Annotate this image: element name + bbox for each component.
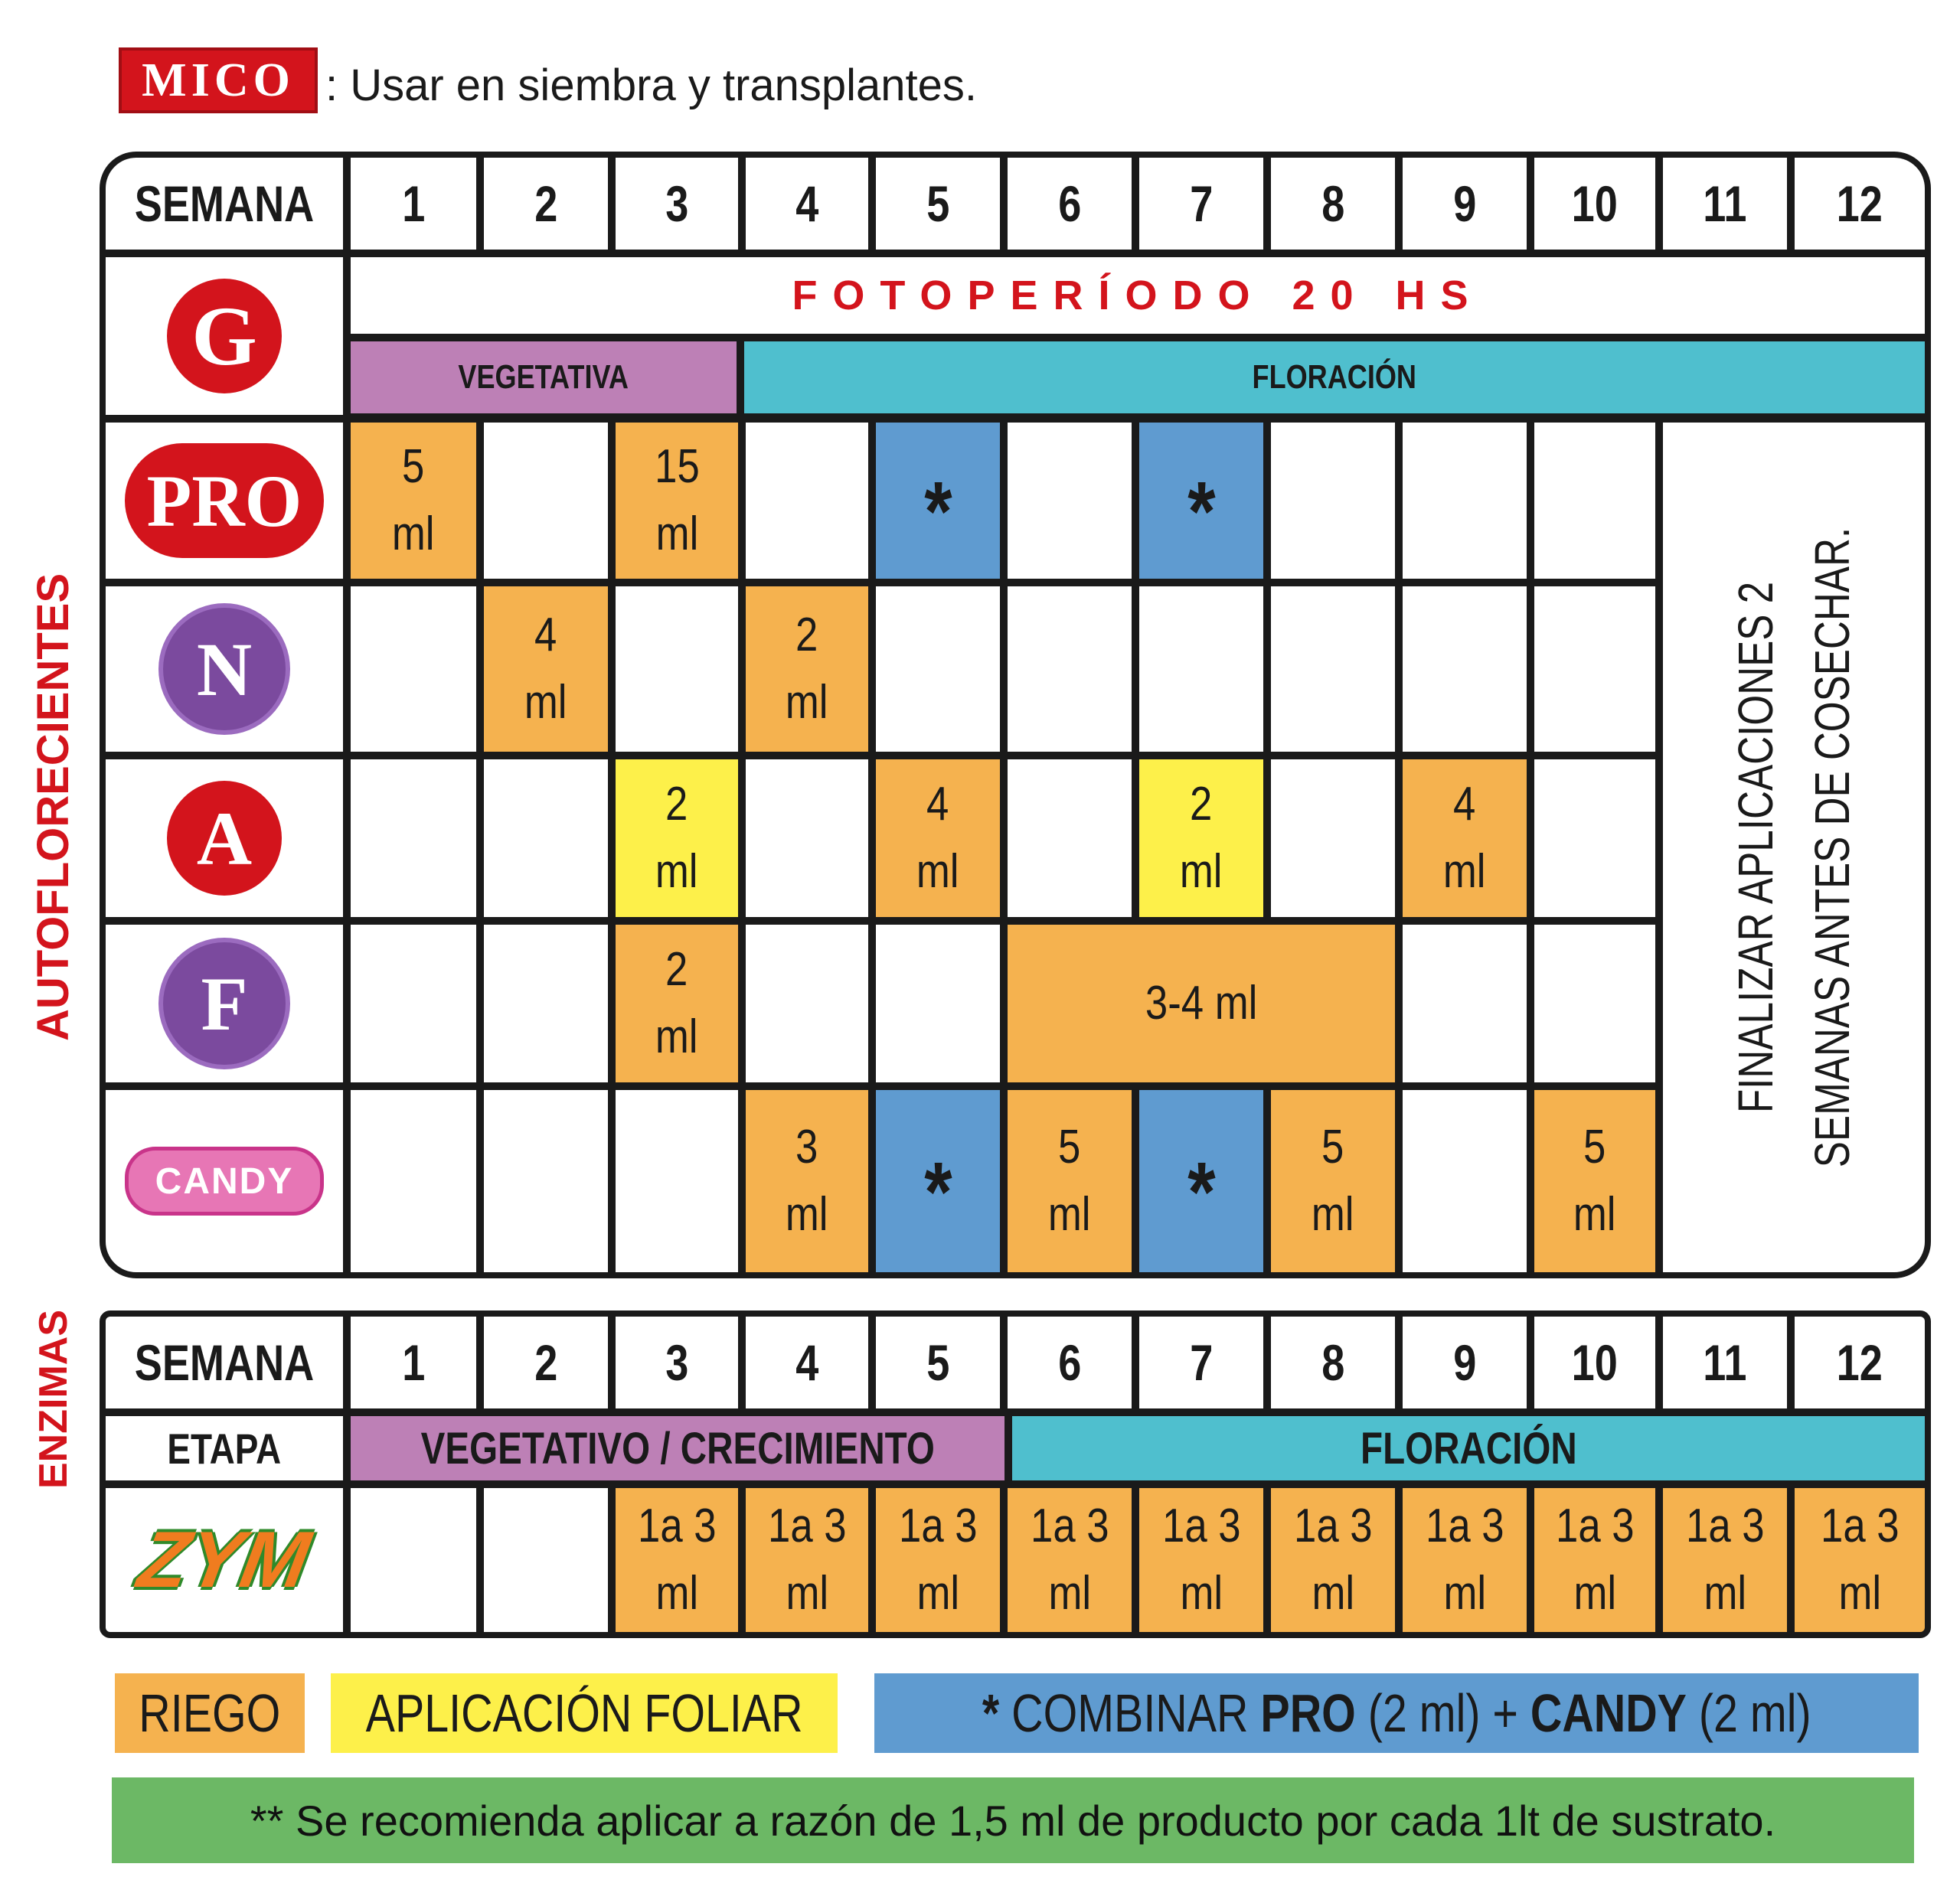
product-a-cell xyxy=(106,759,343,917)
pro-week-10-cell xyxy=(1534,423,1655,579)
week-header-6: 6 xyxy=(1008,158,1132,250)
f-week-1-cell xyxy=(351,925,476,1082)
a-week-3-cell: 2 ml xyxy=(616,759,738,917)
n-week-6-cell xyxy=(1008,586,1132,752)
pro-week-1-cell: 5 ml xyxy=(351,423,476,579)
pro-week-8-cell xyxy=(1271,423,1395,579)
legend-combinar-suffix: (2 ml) xyxy=(1686,1683,1811,1743)
week-header-5: 5 xyxy=(876,158,1000,250)
week-header-8: 8 xyxy=(1271,158,1395,250)
product-f-cell xyxy=(106,925,343,1082)
candy-week-7-cell: * xyxy=(1139,1090,1263,1272)
n-week-2-cell: 4 ml xyxy=(484,586,608,752)
stage-vegetativa: VEGETATIVA xyxy=(351,341,737,413)
candy-week-5-cell: * xyxy=(876,1090,1000,1272)
n-week-9-cell xyxy=(1403,586,1527,752)
a-logo-icon: A xyxy=(167,781,282,896)
zym-week-12-cell: 1a 3 ml xyxy=(1795,1488,1925,1632)
f-week-10-cell xyxy=(1534,925,1655,1082)
zym-week-3-cell: 1a 3 ml xyxy=(616,1488,738,1632)
recommendation-note: ** Se recomienda aplicar a razón de 1,5 ml de producto por cada 1lt de sustrato. xyxy=(112,1777,1914,1863)
enzimas-week-header-5: 5 xyxy=(876,1317,1000,1408)
candy-week-3-cell xyxy=(616,1090,738,1272)
a-week-1-cell xyxy=(351,759,476,917)
pro-logo-icon: PRO xyxy=(125,443,324,558)
enzimas-week-header-7: 7 xyxy=(1139,1317,1263,1408)
enzimas-week-header-8: 8 xyxy=(1271,1317,1395,1408)
candy-week-4-cell: 3 ml xyxy=(746,1090,868,1272)
week-header-10: 10 xyxy=(1534,158,1655,250)
zym-week-1-cell xyxy=(351,1488,476,1632)
candy-week-8-cell: 5 ml xyxy=(1271,1090,1395,1272)
semana-header-enzimas: SEMANA xyxy=(106,1317,343,1408)
n-week-10-cell xyxy=(1534,586,1655,752)
week-header-9: 9 xyxy=(1403,158,1527,250)
mico-instruction: : Usar en siembra y transplantes. xyxy=(325,60,978,110)
legend-star-icon: * xyxy=(982,1683,999,1743)
final-note-line-2: SEMANAS ANTES DE COSECHAR. xyxy=(1805,527,1860,1168)
zym-week-5-cell: 1a 3 ml xyxy=(876,1488,1000,1632)
week-header-7: 7 xyxy=(1139,158,1263,250)
pro-week-3-cell: 15 ml xyxy=(616,423,738,579)
zym-week-10-cell: 1a 3 ml xyxy=(1534,1488,1655,1632)
enzimas-week-header-6: 6 xyxy=(1008,1317,1132,1408)
mico-badge-text: MICO xyxy=(142,54,295,106)
enzimas-week-header-1: 1 xyxy=(351,1317,476,1408)
semana-header: SEMANA xyxy=(106,158,343,250)
n-week-7-cell xyxy=(1139,586,1263,752)
enzimas-week-header-3: 3 xyxy=(616,1317,738,1408)
enzimas-week-header-12: 12 xyxy=(1795,1317,1925,1408)
n-week-8-cell xyxy=(1271,586,1395,752)
a-week-2-cell xyxy=(484,759,608,917)
g-logo-icon: G xyxy=(167,279,282,393)
candy-week-10-cell: 5 ml xyxy=(1534,1090,1655,1272)
zym-week-4-cell: 1a 3 ml xyxy=(746,1488,868,1632)
zym-logo-icon: ZYM xyxy=(132,1515,317,1604)
f-week-4-cell xyxy=(746,925,868,1082)
enzimas-week-header-2: 2 xyxy=(484,1317,608,1408)
product-pro-cell xyxy=(106,423,343,579)
zym-week-7-cell: 1a 3 ml xyxy=(1139,1488,1263,1632)
a-week-4-cell xyxy=(746,759,868,917)
legend-combinar xyxy=(874,1673,1919,1753)
enzimas-week-header-10: 10 xyxy=(1534,1317,1655,1408)
candy-week-6-cell: 5 ml xyxy=(1008,1090,1132,1272)
enzimas-week-header-9: 9 xyxy=(1403,1317,1527,1408)
legend-riego: RIEGO xyxy=(115,1673,305,1753)
side-label-enzimas: ENZIMAS xyxy=(31,1310,76,1489)
legend-combinar-mid: (2 ml) + xyxy=(1355,1683,1530,1743)
schedule-table-enzimas xyxy=(100,1310,1931,1638)
week-header-2: 2 xyxy=(484,158,608,250)
candy-week-1-cell xyxy=(351,1090,476,1272)
a-week-10-cell xyxy=(1534,759,1655,917)
pro-week-4-cell xyxy=(746,423,868,579)
pro-week-5-cell: * xyxy=(876,423,1000,579)
n-week-5-cell xyxy=(876,586,1000,752)
week-header-1: 1 xyxy=(351,158,476,250)
candy-week-9-cell xyxy=(1403,1090,1527,1272)
week-header-4: 4 xyxy=(746,158,868,250)
pro-week-6-cell xyxy=(1008,423,1132,579)
f-logo-icon: F xyxy=(163,942,286,1065)
enzimas-week-header-11: 11 xyxy=(1663,1317,1787,1408)
zym-week-11-cell: 1a 3 ml xyxy=(1663,1488,1787,1632)
a-week-9-cell: 4 ml xyxy=(1403,759,1527,917)
week-header-12: 12 xyxy=(1795,158,1925,250)
a-week-8-cell xyxy=(1271,759,1395,917)
zym-week-2-cell xyxy=(484,1488,608,1632)
product-n-cell xyxy=(106,586,343,752)
stage-vegetativo-crecimiento: VEGETATIVO / CRECIMIENTO xyxy=(351,1416,1004,1480)
n-week-3-cell xyxy=(616,586,738,752)
etapa-header: ETAPA xyxy=(106,1416,343,1480)
f-week-5-cell xyxy=(876,925,1000,1082)
pro-week-2-cell xyxy=(484,423,608,579)
candy-week-2-cell xyxy=(484,1090,608,1272)
stage-floracion: FLORACIÓN xyxy=(744,341,1925,413)
n-week-1-cell xyxy=(351,586,476,752)
legend-aplicacion-foliar: APLICACIÓN FOLIAR xyxy=(331,1673,838,1753)
week-header-3: 3 xyxy=(616,158,738,250)
zym-week-6-cell: 1a 3 ml xyxy=(1008,1488,1132,1632)
f-week-6-8-cell: 3-4 ml xyxy=(1008,925,1395,1082)
a-week-6-cell xyxy=(1008,759,1132,917)
candy-logo-icon: CANDY xyxy=(125,1147,324,1216)
f-week-9-cell xyxy=(1403,925,1527,1082)
legend-combinar-prefix: COMBINAR xyxy=(1011,1683,1261,1743)
a-week-5-cell: 4 ml xyxy=(876,759,1000,917)
legend-combinar-pro: PRO xyxy=(1260,1683,1356,1743)
final-note-line-1: FINALIZAR APLICACIONES 2 xyxy=(1728,581,1783,1114)
legend-combinar-candy: CANDY xyxy=(1530,1683,1687,1743)
week-header-11: 11 xyxy=(1663,158,1787,250)
product-candy-cell xyxy=(106,1090,343,1272)
schedule-table-autoflorecientes xyxy=(100,152,1931,1278)
f-week-3-cell: 2 ml xyxy=(616,925,738,1082)
product-g-cell xyxy=(106,257,343,415)
zym-week-8-cell: 1a 3 ml xyxy=(1271,1488,1395,1632)
n-week-4-cell: 2 ml xyxy=(746,586,868,752)
stage-floracion-enzimas: FLORACIÓN xyxy=(1012,1416,1925,1480)
zym-week-9-cell: 1a 3 ml xyxy=(1403,1488,1527,1632)
n-logo-icon: N xyxy=(163,608,286,730)
product-zym-cell xyxy=(106,1488,343,1632)
side-label-autoflorecientes: AUTOFLORECIENTES xyxy=(28,573,78,1041)
a-week-7-cell: 2 ml xyxy=(1139,759,1263,917)
enzimas-week-header-4: 4 xyxy=(746,1317,868,1408)
f-week-2-cell xyxy=(484,925,608,1082)
mico-badge xyxy=(119,47,318,113)
final-note xyxy=(1663,423,1925,1272)
pro-week-7-cell: * xyxy=(1139,423,1263,579)
pro-week-9-cell xyxy=(1403,423,1527,579)
fotoperiodo-banner: FOTOPERÍODO 20 HS xyxy=(351,257,1925,334)
